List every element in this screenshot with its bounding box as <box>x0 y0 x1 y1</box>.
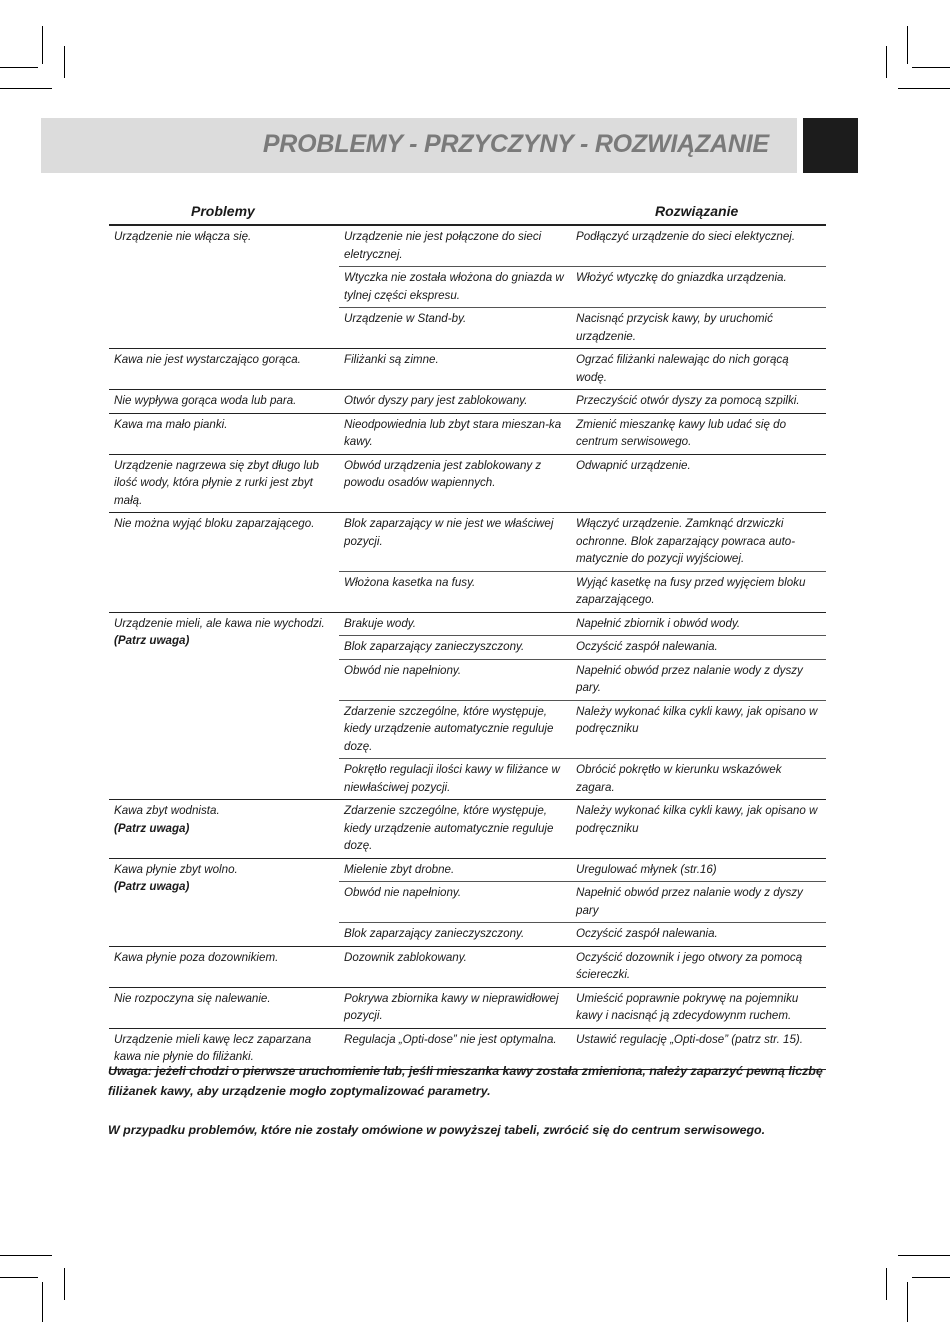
crop-mark <box>907 26 908 64</box>
solution-cell: Należy wykonać kilka cykli kawy, jak opisano w podręczniku <box>571 800 826 859</box>
crop-mark <box>886 1268 887 1300</box>
cause-cell: Mielenie zbyt drobne. <box>339 858 571 882</box>
table-body <box>109 225 826 1070</box>
header-solution: Rozwiązanie <box>655 203 739 219</box>
crop-mark <box>0 88 52 89</box>
problem-text: Kawa zbyt wodnista. <box>114 804 220 817</box>
problem-cell <box>109 946 339 987</box>
cause-cell: Urządzenie nie jest połączone do sieci eletrycznej. <box>339 226 571 267</box>
table-row <box>109 946 826 987</box>
problem-cell <box>109 612 339 800</box>
problem-text: Kawa płynie poza dozownikiem. <box>114 950 279 964</box>
solution-cell: Włożyć wtyczkę do gniazdka urządzenia. <box>571 267 826 308</box>
crop-mark <box>0 1277 38 1278</box>
table-row <box>109 413 826 454</box>
cause-cell: Obwód nie napełniony. <box>339 882 571 923</box>
section-tab <box>803 118 858 173</box>
cause-cell: Blok zaparzający w nie jest we właściwej pozycji. <box>339 513 571 572</box>
problem-cell <box>109 800 339 859</box>
cause-cell: Obwód nie napełniony. <box>339 659 571 700</box>
problem-text: Nie wypływa gorąca woda lub para. <box>114 394 297 407</box>
cause-cell: Regulacja „Opti-dose” nie jest optymalna. <box>339 1028 571 1069</box>
problem-note: (Patrz uwaga) <box>114 880 190 893</box>
problem-text: Kawa płynie zbyt wolno. <box>114 862 238 876</box>
solution-cell: Przeczyścić otwór dyszy za pomocą szpilki. <box>571 390 826 414</box>
cause-cell: Filiżanki są zimne. <box>339 349 571 390</box>
solution-cell: Oczyścić zaspół nalewania. <box>571 636 826 660</box>
table-header <box>109 200 826 225</box>
cause-cell: Blok zaparzający zanieczyszczony. <box>339 923 571 947</box>
crop-mark <box>898 88 950 89</box>
problem-cell <box>109 454 339 513</box>
solution-cell: Nacisnąć przycisk kawy, by uruchomić urządzenie. <box>571 308 826 349</box>
problem-text: Urządzenie nagrzewa się zbyt długo lub ilość wody, która płynie z rurki jest zbyt małą. <box>114 458 319 507</box>
cause-cell: Nieodpowiednia lub zbyt stara mieszan-ka kawy. <box>339 413 571 454</box>
solution-cell: Ustawić regulację „Opti-dose” (patrz str. 15). <box>571 1028 826 1069</box>
problem-cell <box>109 390 339 414</box>
table-row <box>109 800 826 859</box>
table-row <box>109 987 826 1028</box>
crop-mark <box>912 67 950 68</box>
cause-cell: Dozownik zablokowany. <box>339 946 571 987</box>
solution-cell: Uregulować młynek (str.16) <box>571 858 826 882</box>
problem-text: Kawa ma mało pianki. <box>114 417 228 431</box>
crop-mark <box>0 1255 52 1256</box>
cause-cell: Brakuje wody. <box>339 612 571 636</box>
crop-mark <box>64 1268 65 1300</box>
solution-cell: Oczyścić zaspół nalewania. <box>571 923 826 947</box>
crop-mark <box>912 1277 950 1278</box>
problem-cell <box>109 413 339 454</box>
solution-cell: Podłączyć urządzenie do sieci elektycznej. <box>571 226 826 267</box>
problem-cell <box>109 858 339 946</box>
crop-mark <box>42 1282 43 1322</box>
cause-cell: Pokrywa zbiornika kawy w nieprawidłowej pozycji. <box>339 987 571 1028</box>
cause-cell: Pokrętło regulacji ilości kawy w filiżance w niewłaściwej pozycji. <box>339 759 571 800</box>
crop-mark <box>42 26 43 64</box>
cause-cell: Zdarzenie szczególne, które występuje, kiedy urządzenie automatycznie reguluje dozę. <box>339 700 571 759</box>
solution-cell: Ogrzać filiżanki nalewając do nich gorącą wodę. <box>571 349 826 390</box>
problem-text: Kawa nie jest wystarczająco gorąca. <box>114 353 301 366</box>
solution-cell: Umieścić poprawnie pokrywę na pojemniku kawy i nacisnąć ją zdecydowynm ruchem. <box>571 987 826 1028</box>
table-row <box>109 454 826 513</box>
problem-cell <box>109 987 339 1028</box>
table-row <box>109 226 826 267</box>
table-row <box>109 390 826 414</box>
cause-cell: Otwór dyszy pary jest zablokowany. <box>339 390 571 414</box>
cause-cell: Włożona kasetka na fusy. <box>339 571 571 612</box>
header-bar <box>41 118 797 173</box>
problem-cell <box>109 226 339 349</box>
problem-note: (Patrz uwaga) <box>114 634 190 647</box>
solution-cell: Należy wykonać kilka cykli kawy, jak opisano w podręczniku <box>571 700 826 759</box>
problem-note: (Patrz uwaga) <box>114 821 190 835</box>
cause-cell: Blok zaparzający zanieczyszczony. <box>339 636 571 660</box>
crop-mark <box>898 1255 950 1256</box>
header-problems: Problemy <box>191 203 255 219</box>
note-first-use: Uwaga: jeżeli chodzi o pierwsze uruchomienie lub, jeśli mieszanka kawy została zmieniona, należy zaparzyć pewną liczbę filiżanek kawy, aby urządzenie mogło zoptymalizować parametry. <box>108 1064 823 1098</box>
cause-cell: Zdarzenie szczególne, które występuje, kiedy urządzenie automatycznie reguluje dozę. <box>339 800 571 859</box>
problem-text: Urządzenie mieli, ale kawa nie wychodzi. <box>114 616 325 630</box>
crop-mark <box>886 46 887 78</box>
crop-mark <box>0 67 38 68</box>
table-row <box>109 612 826 636</box>
troubleshooting-table <box>109 200 826 1070</box>
problem-text: Urządzenie nie włącza się. <box>114 230 252 243</box>
solution-cell: Wyjąć kasetkę na fusy przed wyjęciem bloku zaparzającego. <box>571 571 826 612</box>
solution-cell: Odwapnić urządzenie. <box>571 454 826 513</box>
note-service-center: W przypadku problemów, które nie zostały omówione w powyższej tabeli, zwrócić się do centrum serwisowego. <box>108 1123 766 1137</box>
solution-cell: Napełnić obwód przez nalanie wody z dyszy pary. <box>571 659 826 700</box>
solution-cell: Napełnić obwód przez nalanie wody z dyszy pary <box>571 882 826 923</box>
table-row <box>109 349 826 390</box>
notes-section <box>108 1061 828 1140</box>
problem-text: Nie można wyjąć bloku zaparzającego. <box>114 517 315 530</box>
cause-cell: Wtyczka nie została włożona do gniazda w tylnej części ekspresu. <box>339 267 571 308</box>
cause-cell: Urządzenie w Stand-by. <box>339 308 571 349</box>
table-row <box>109 858 826 882</box>
cause-cell: Obwód urządzenia jest zablokowany z powodu osadów wapiennych. <box>339 454 571 513</box>
crop-mark <box>64 46 65 78</box>
page-title: PROBLEMY - PRZYCZYNY - ROZWIĄZANIE <box>262 130 769 158</box>
solution-cell: Oczyścić dozownik i jego otwory za pomocą ściereczki. <box>571 946 826 987</box>
solution-cell: Włączyć urządzenie. Zamknąć drzwiczki ochronne. Blok zaparzający powraca auto-matycznie do pozycji wyjściowej. <box>571 513 826 572</box>
problem-text: Nie rozpoczyna się nalewanie. <box>114 991 271 1005</box>
problem-text: Urządzenie mieli kawę lecz zaparzana kawa nie płynie do filiżanki. <box>114 1032 312 1063</box>
table-row <box>109 513 826 572</box>
solution-cell: Obrócić pokrętło w kierunku wskazówek zagara. <box>571 759 826 800</box>
problem-cell <box>109 349 339 390</box>
solution-cell: Napełnić zbiornik i obwód wody. <box>571 612 826 636</box>
solution-cell: Zmienić mieszankę kawy lub udać się do centrum serwisowego. <box>571 413 826 454</box>
problem-cell <box>109 513 339 613</box>
crop-mark <box>907 1282 908 1322</box>
